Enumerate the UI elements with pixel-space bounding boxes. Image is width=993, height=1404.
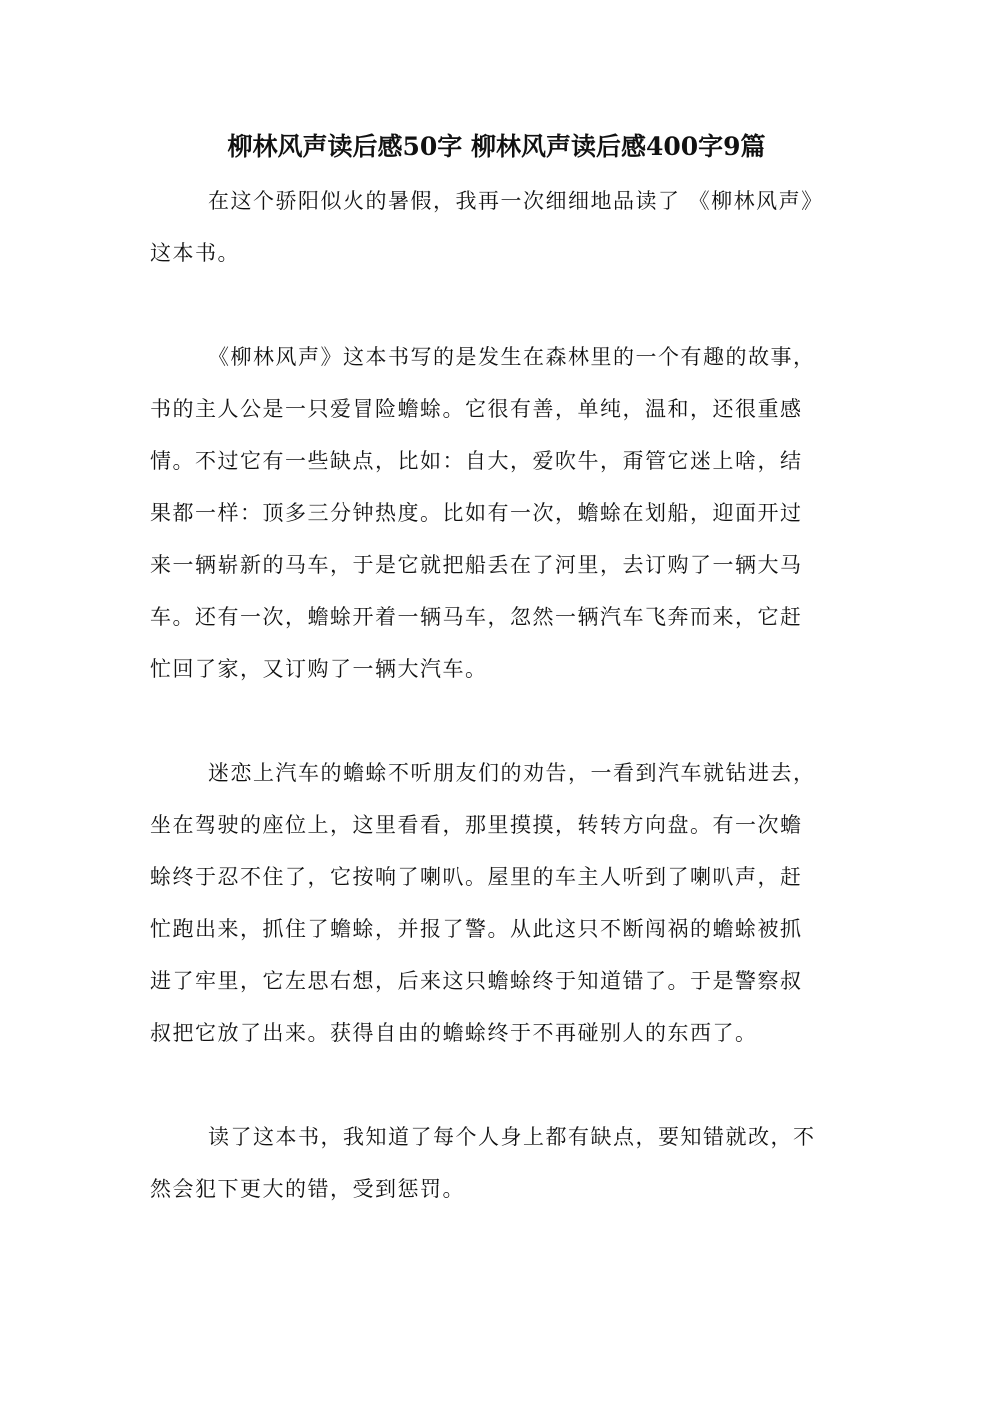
text-line: 忙跑出来，抓住了蟾蜍，并报了警。从此这只不断闯祸的蟾蜍被抓 [150,917,803,941]
text-line: 来一辆崭新的马车，于是它就把船丢在了河里，去订购了一辆大马 [150,553,803,577]
text-line: 《柳林风声》这本书写的是发生在森林里的一个有趣的故事， [208,345,816,369]
text-line: 车。还有一次，蟾蜍开着一辆马车，忽然一辆汽车飞奔而来，它赶 [150,605,803,629]
text-line: 忙回了家，又订购了一辆大汽车。 [150,657,488,681]
text-line: 进了牢里，它左思右想，后来这只蟾蜍终于知道错了。于是警察叔 [150,969,803,993]
text-line: 然会犯下更大的错，受到惩罚。 [150,1177,465,1201]
text-line: 书的主人公是一只爱冒险蟾蜍。它很有善，单纯，温和，还很重感 [150,397,803,421]
text-line: 迷恋上汽车的蟾蜍不听朋友们的劝告，一看到汽车就钻进去， [208,761,816,785]
text-line: 这本书。 [150,241,240,265]
text-line: 果都一样：顶多三分钟热度。比如有一次，蟾蜍在划船，迎面开过 [150,501,803,525]
text-line: 在这个骄阳似火的暑假，我再一次细细地品读了 《柳林风声》 [208,189,824,213]
document-title: 柳林风声读后感50字 柳林风声读后感400字9篇 [227,132,766,161]
text-line: 情。不过它有一些缺点，比如：自大，爱吹牛，甭管它迷上啥，结 [150,449,803,473]
text-line: 坐在驾驶的座位上，这里看看，那里摸摸，转转方向盘。有一次蟾 [150,813,803,837]
text-line: 读了这本书，我知道了每个人身上都有缺点，要知错就改，不 [208,1125,816,1149]
text-line: 叔把它放了出来。获得自由的蟾蜍终于不再碰别人的东西了。 [150,1021,758,1045]
text-line: 蜍终于忍不住了，它按响了喇叭。屋里的车主人听到了喇叭声，赶 [150,865,803,889]
